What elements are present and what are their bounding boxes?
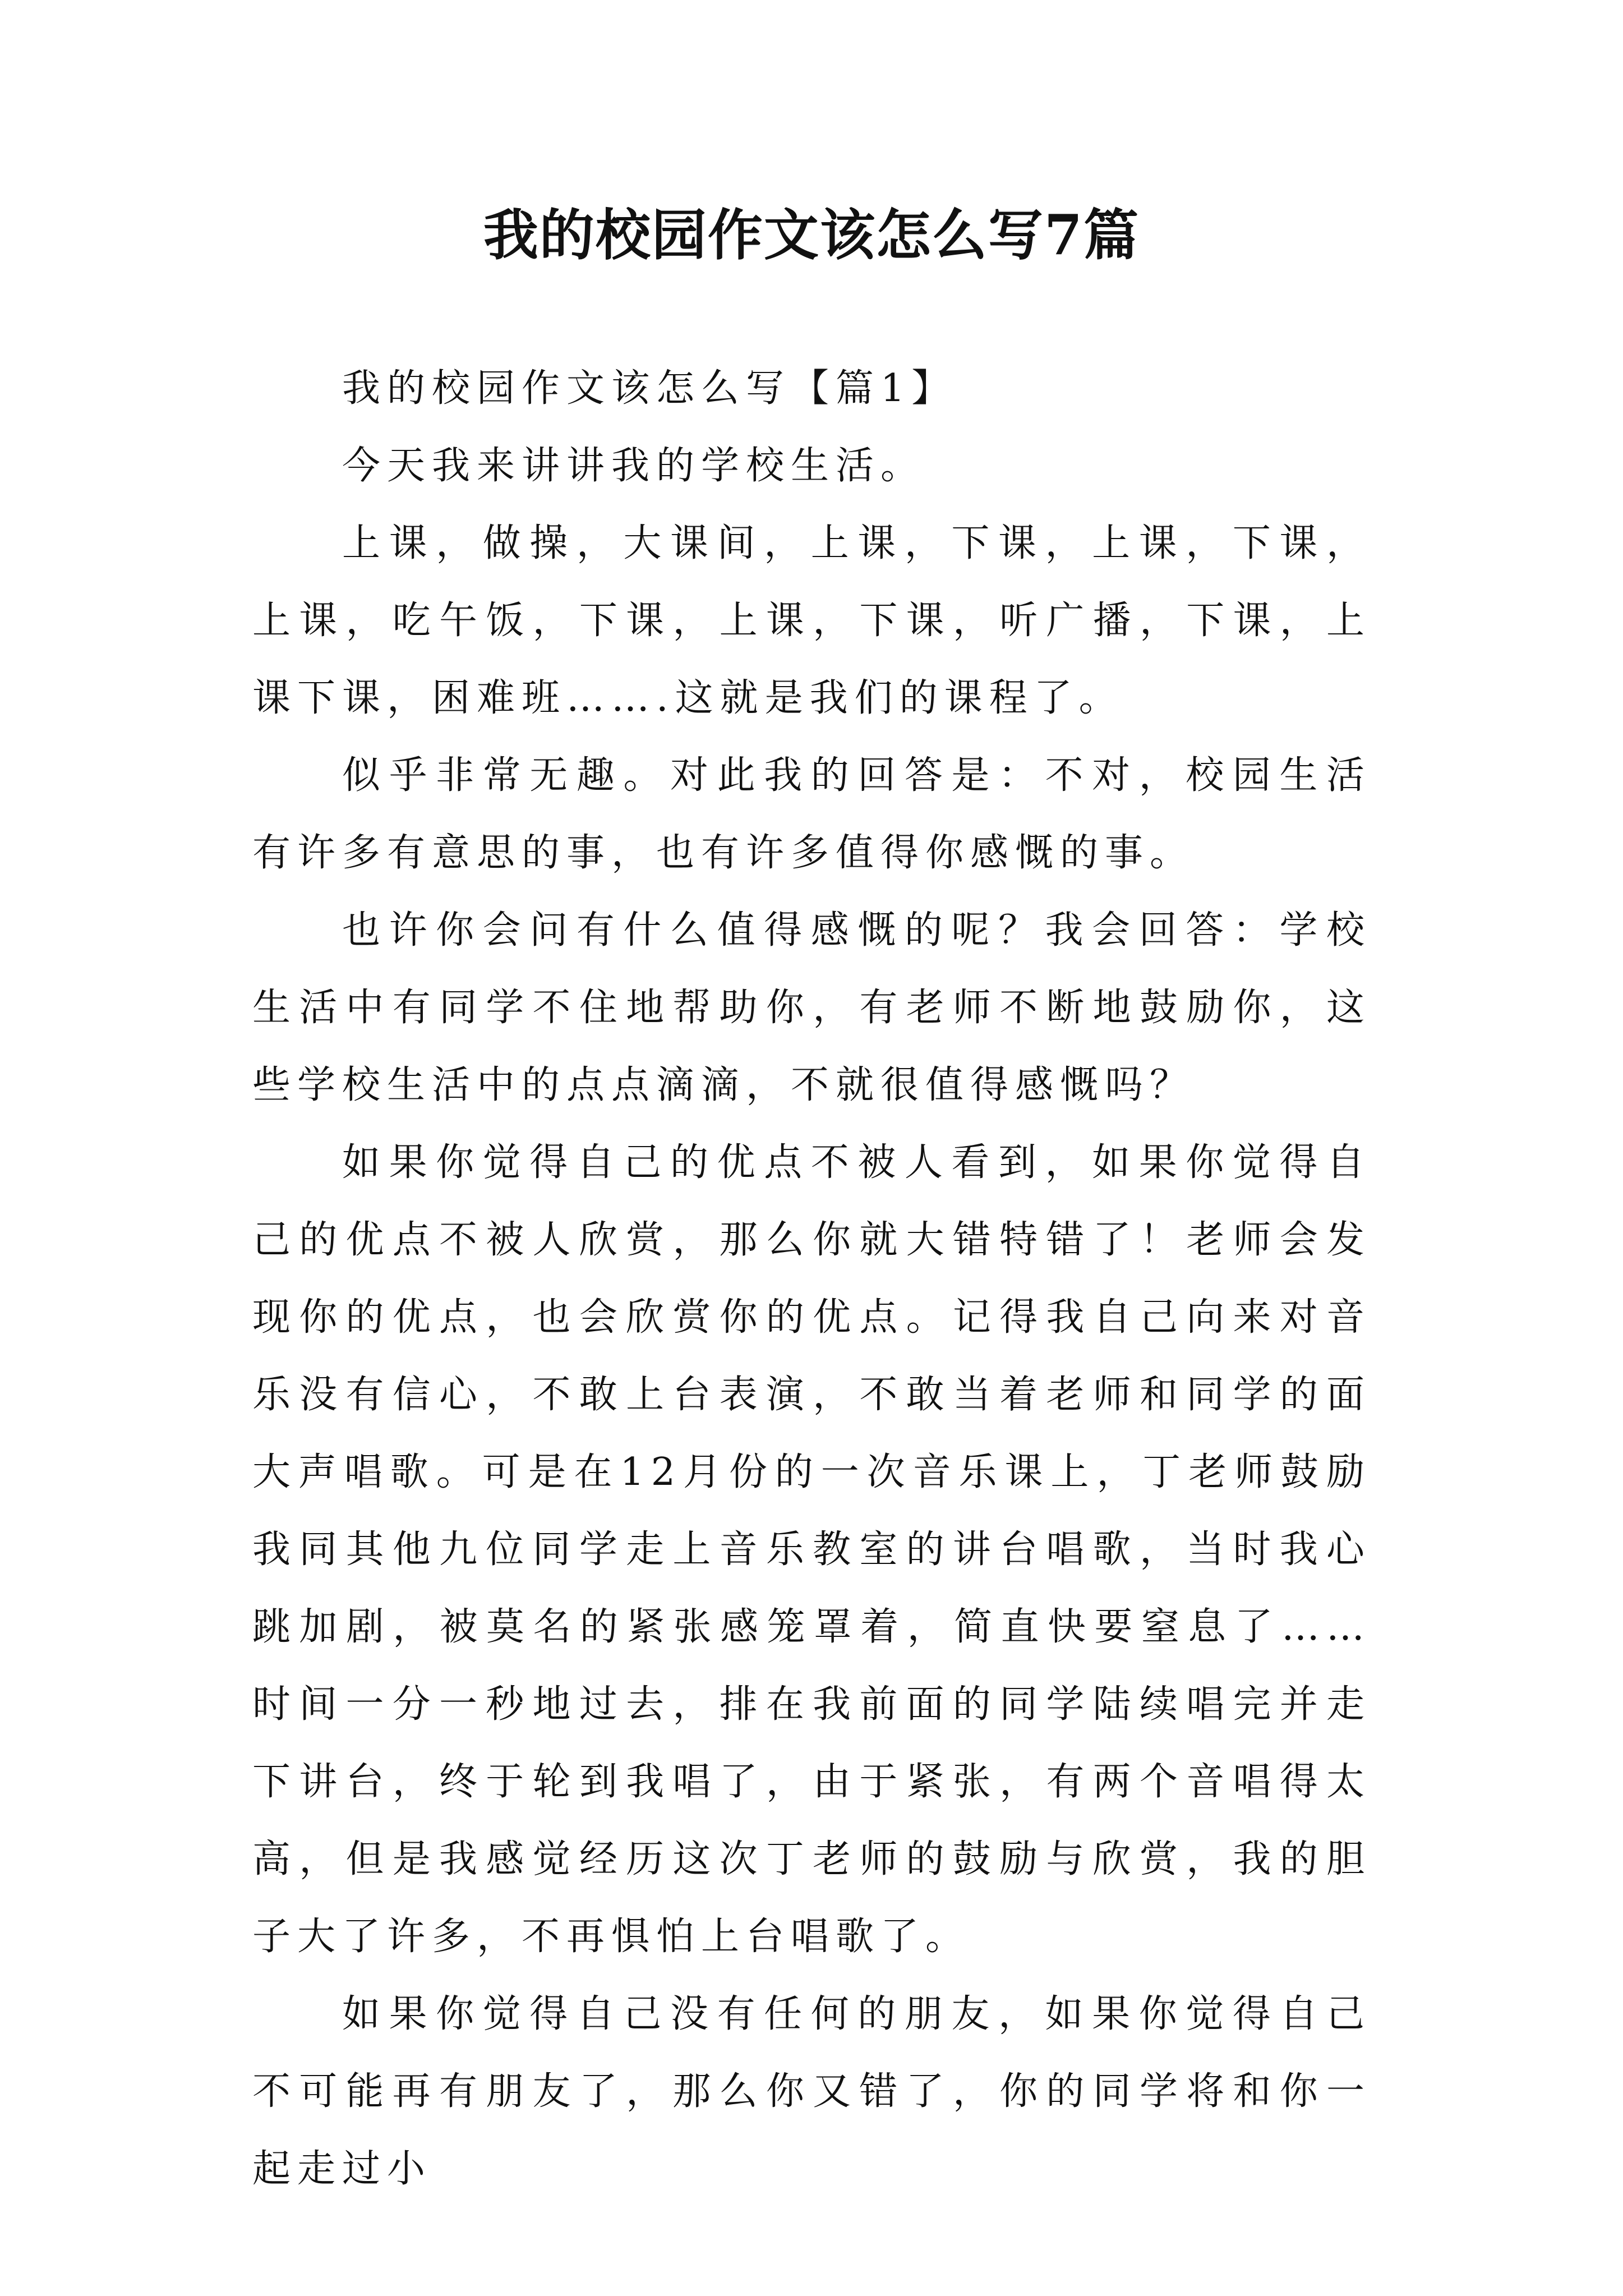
document-title: 我的校园作文该怎么写7篇 — [483, 203, 1140, 268]
paragraph: 如果你觉得自己的优点不被人看到，如果你觉得自己的优点不被人欣赏，那么你就大错特错了！老师会发现你的优点，也会欣赏你的优点。记得我自己向来对音乐没有信心，不敢上台表演，不敢当着老师和同学的面大声唱歌。可是在12月份的一次音乐课上，丁老师鼓励我同其他九位同学走上音乐教室的讲台唱歌，当时我心跳加剧，被莫名的紧张感笼罩着，简直快要窒息了……时间一分一秒地过去，排在我前面的同学陆续唱完并走下讲台，终于轮到我唱了，由于紧张，有两个音唱得太高，但是我感觉经历这次丁老师的鼓励与欣赏，我的胆子大了许多，不再惧怕上台唱歌了。 — [252, 1140, 1371, 1959]
paragraph: 今天我来讲讲我的学校生活。 — [342, 444, 926, 488]
paragraph: 也许你会问有什么值得感慨的呢？我会回答：学校生活中有同学不住地帮助你，有老师不断地鼓励你，这些学校生活中的点点滴滴，不就很值得感慨吗？ — [252, 908, 1371, 1107]
document-body — [252, 350, 1371, 2208]
paragraph: 似乎非常无趣。对此我的回答是：不对，校园生活有许多有意思的事，也有许多值得你感慨的事。 — [252, 753, 1371, 875]
section-heading: 我的校园作文该怎么写【篇1】 — [342, 366, 957, 411]
paragraph: 上课，做操，大课间，上课，下课，上课，下课，上课，吃午饭，下课，上课，下课，听广播，下课，上课下课，困难班…….这就是我们的课程了。 — [252, 521, 1371, 720]
paragraph: 如果你觉得自己没有任何的朋友，如果你觉得自己不可能再有朋友了，那么你又错了，你的同学将和你一起走过小 — [252, 1992, 1371, 2191]
